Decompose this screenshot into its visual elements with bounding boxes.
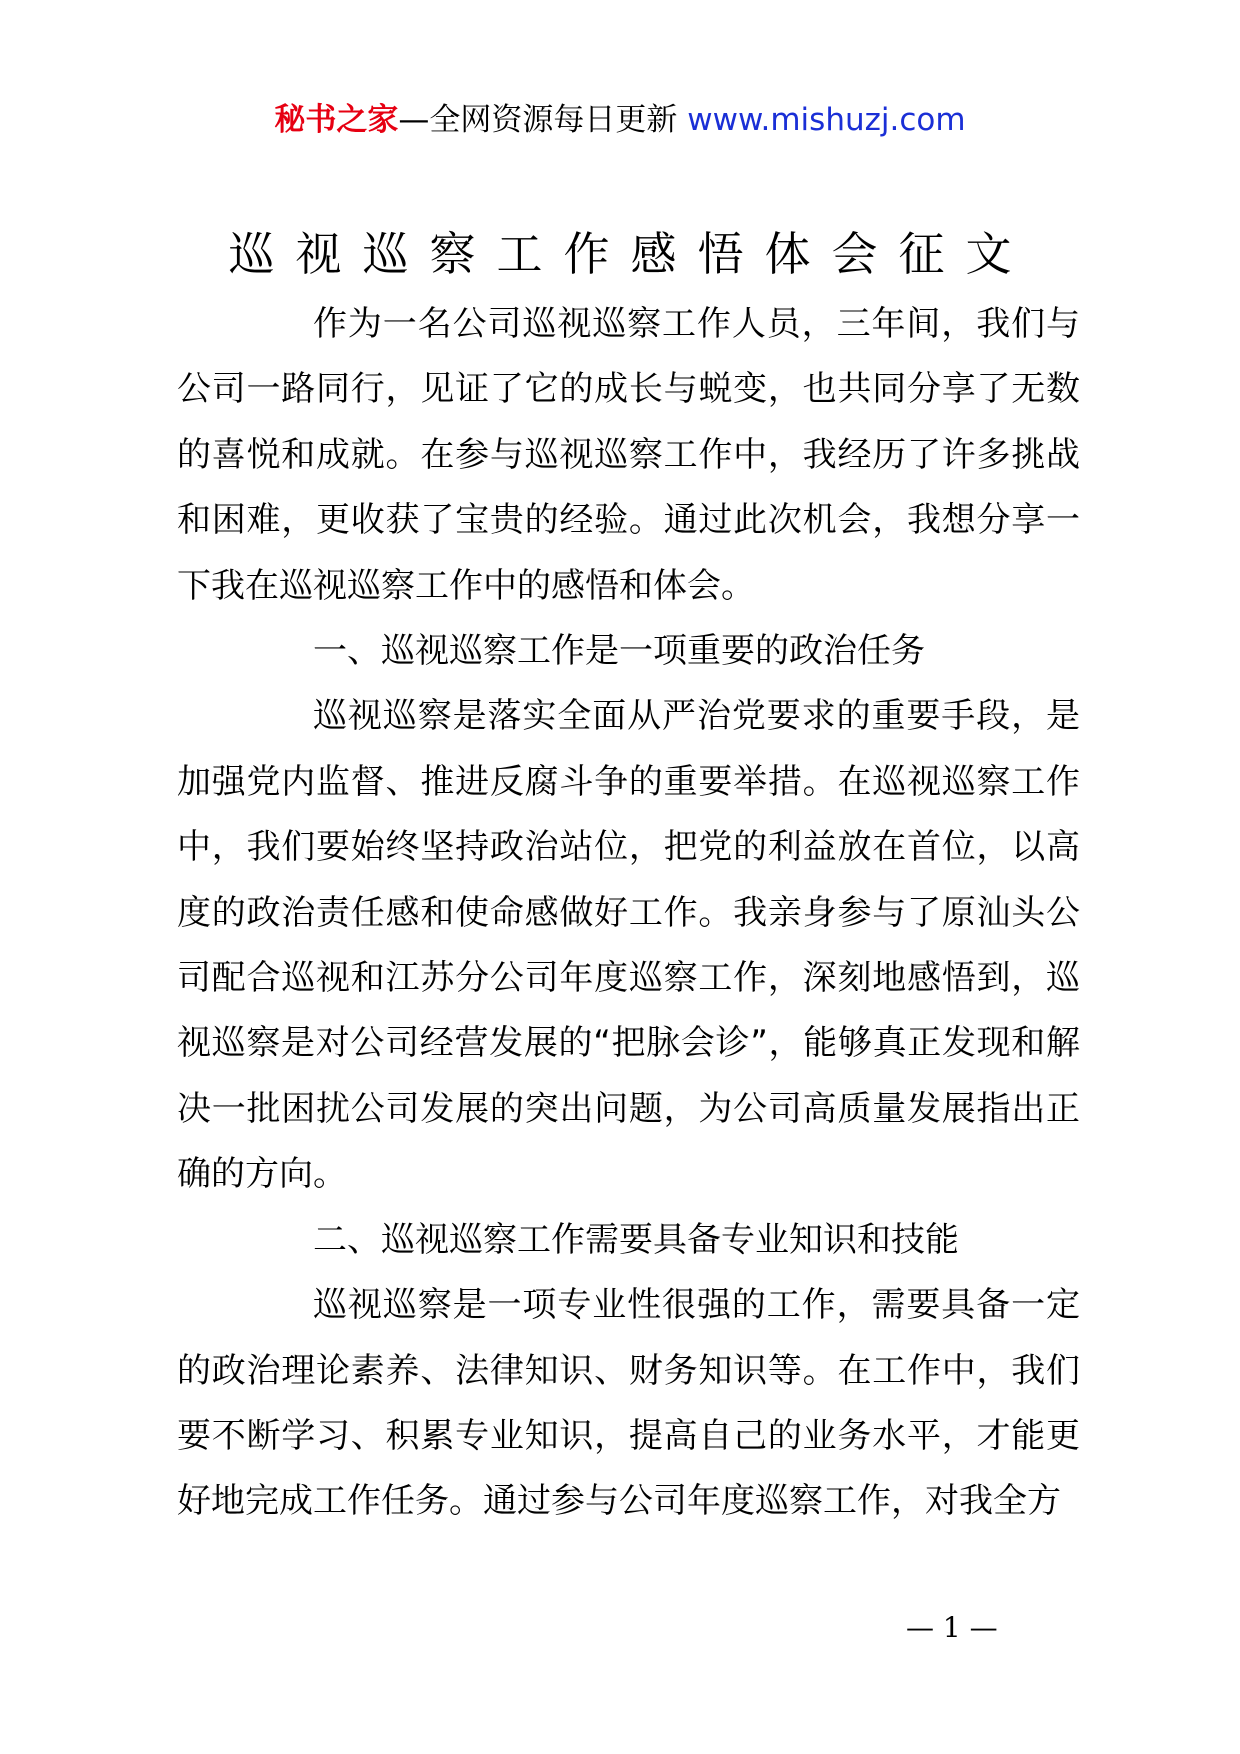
site-banner [0,100,1240,140]
paragraph-section-1: 巡视巡察是落实全面从严治党要求的重要手段，是加强党内监督、推进反腐斗争的重要举措。在巡视巡察工作中，我们要始终坚持政治站位，把党的利益放在首位，以高度的政治责任感和使命感做好工作。我亲身参与了原汕头公司配合巡视和江苏分公司年度巡察工作，深刻地感悟到，巡视巡察是对公司经营发展的“把脉会诊”，能够真正发现和解决一批困扰公司发展的突出问题，为公司高质量发展指出正确的方向。 [177,696,1080,1195]
section-heading-1: 一、巡视巡察工作是一项重要的政治任务 [313,631,925,672]
section-heading-2: 二、巡视巡察工作需要具备专业知识和技能 [313,1219,959,1260]
document-body [177,292,1080,1535]
site-url-link[interactable]: www.mishuzj.com [687,102,966,138]
brand-name: 秘书之家 [274,102,399,138]
paragraph-intro: 作为一名公司巡视巡察工作人员，三年间，我们与公司一路同行，见证了它的成长与蜕变，也共同分享了无数的喜悦和成就。在参与巡视巡察工作中，我经历了许多挑战和困难，更收获了宝贵的经验。通过此次机会，我想分享一下我在巡视巡察工作中的感悟和体会。 [177,304,1080,606]
paragraph-section-2: 巡视巡察是一项专业性很强的工作，需要具备一定的政治理论素养、法律知识、财务知识等。在工作中，我们要不断学习、积累专业知识，提高自己的业务水平，才能更好地完成工作任务。通过参与公司年度巡察工作，对我全方 [177,1285,1080,1522]
banner-tagline: —全网资源每日更新 [398,102,678,138]
document-title: 巡视巡察工作感悟体会征文 [228,227,1033,281]
page-number: — 1 — [906,1611,998,1644]
